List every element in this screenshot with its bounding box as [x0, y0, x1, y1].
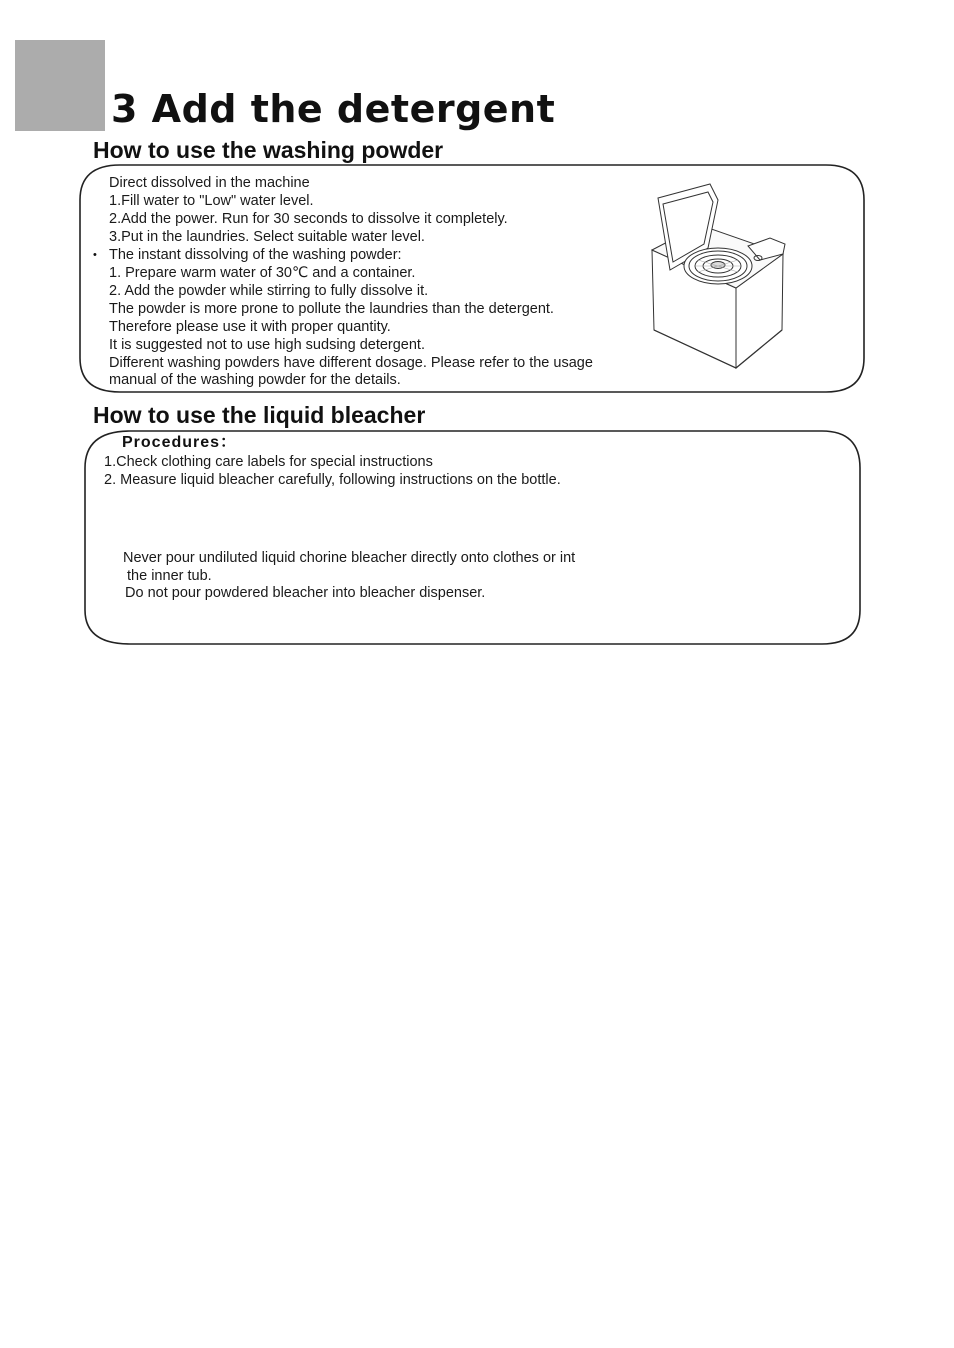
bleacher-warning: Never pour undiluted liquid chorine bleacher directly onto clothes or int: [123, 550, 576, 566]
page-title: 3 Add the detergent: [111, 87, 556, 131]
powder-line: Direct dissolved in the machine: [109, 175, 310, 191]
powder-line: Different washing powders have different dosage. Please refer to the usage: [109, 355, 593, 371]
powder-line: It is suggested not to use high sudsing detergent.: [109, 337, 425, 353]
powder-line: Therefore please use it with proper quantity.: [109, 319, 391, 335]
powder-line: manual of the washing powder for the details.: [109, 372, 401, 388]
powder-line: 2.Add the power. Run for 30 seconds to dissolve it completely.: [109, 211, 508, 227]
procedures-label: Procedures：: [122, 434, 238, 451]
powder-line: 2. Add the powder while stirring to fully dissolve it.: [109, 283, 429, 299]
bleacher-step: 2. Measure liquid bleacher carefully, following instructions on the bottle.: [104, 472, 561, 488]
washing-machine-illustration: [640, 180, 790, 375]
powder-line: 1. Prepare warm water of 30℃ and a container.: [109, 265, 416, 281]
bleacher-warning: the inner tub.: [123, 568, 212, 584]
bleacher-warning: Do not pour powdered bleacher into bleacher dispenser.: [125, 585, 486, 601]
powder-heading: How to use the washing powder: [93, 137, 444, 163]
powder-line: The instant dissolving of the washing powder:: [109, 247, 402, 263]
powder-line: The powder is more prone to pollute the laundries than the detergent.: [109, 301, 554, 317]
bleacher-step: 1.Check clothing care labels for special instructions: [104, 454, 433, 470]
powder-line: 3.Put in the laundries. Select suitable water level.: [109, 229, 425, 245]
bullet-icon: •: [93, 249, 97, 261]
powder-line: 1.Fill water to "Low" water level.: [109, 193, 314, 209]
bleacher-heading: How to use the liquid bleacher: [93, 402, 426, 428]
